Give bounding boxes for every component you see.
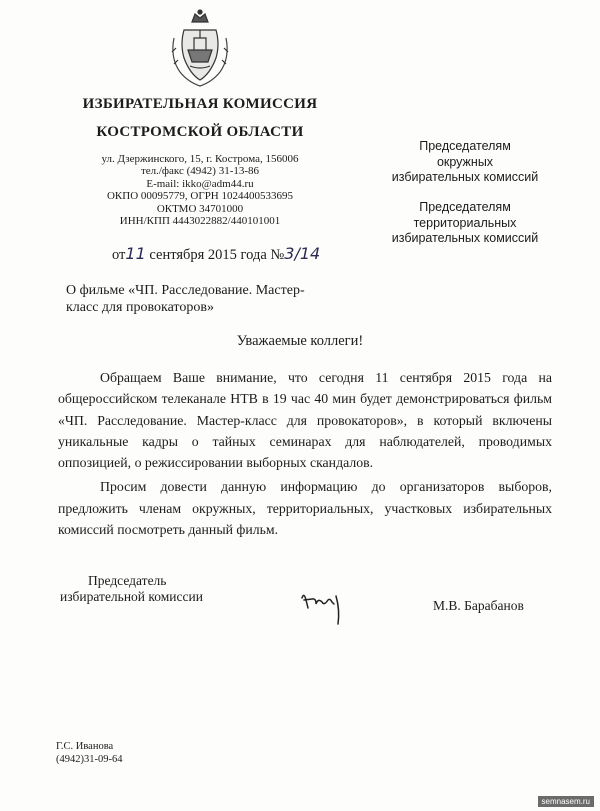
addressee-territorial-line3: избирательных комиссий (391, 231, 539, 245)
body-paragraph-2: Просим довести данную информацию до организаторов выборов, предложить членам окружных, территориальных, участковых избирательных комиссий посмотреть данный фильм. (58, 479, 552, 538)
org-requisites (60, 153, 340, 227)
addressee-territorial-line2: территориальных (413, 215, 517, 230)
signer-title-line2: избирательной комиссии (60, 589, 203, 604)
subject-line2: класс для провокаторов» (66, 300, 214, 315)
org-address: ул. Дзержинского, 15, г. Кострома, 156006 (101, 153, 299, 165)
subject-line1: О фильме «ЧП. Расследование. Мастер- (66, 283, 305, 298)
addressee-district-line2: окружных (436, 154, 494, 169)
letter-subject (66, 282, 338, 316)
addressee-district (368, 139, 562, 186)
addressee-territorial (368, 200, 562, 247)
executor-name: Г.С. Иванова (56, 741, 114, 752)
handwritten-signature (298, 588, 346, 628)
signer-title-line1: Председатель (88, 573, 167, 588)
signer-title (60, 573, 203, 605)
org-name-line2: КОСТРОМСКОЙ ОБЛАСТИ (96, 124, 304, 140)
addressee-territorial-line1: Председателям (419, 200, 511, 214)
greeting: Уважаемые коллеги! (236, 333, 364, 349)
executor-phone: (4942)31-09-64 (56, 753, 123, 765)
letter-body (58, 367, 552, 540)
org-name-line1: ИЗБИРАТЕЛЬНАЯ КОМИССИЯ (82, 96, 318, 112)
addressee-district-line3: избирательных комиссий (391, 170, 539, 184)
org-oktmo: ОКТМО 34701000 (156, 202, 244, 215)
body-paragraph-1: Обращаем Ваше внимание, что сегодня 11 сентября 2015 года на общероссийском телеканале НТВ в 19 час 40 мин будет демонстрироваться фильм «ЧП. Расследование. Мастер-класс для провокаторов», в который включены уникальные кадры о тайных семинарах для наблюдателей, проводимых оппозицией, о режиссировании выборных скандалов. (58, 370, 552, 471)
org-email: E-mail: ikko@adm44.ru (146, 177, 254, 190)
addressee-district-line1: Председателям (419, 139, 511, 153)
org-inn: ИНН/КПП 4443022882/440101001 (119, 215, 281, 228)
org-okpo: ОКПО 00095779, ОГРН 1024400533695 (106, 190, 294, 203)
watermark: semnasem.ru (538, 796, 594, 807)
executor-info (56, 741, 123, 766)
signer-name: М.В. Барабанов (433, 598, 524, 613)
date-day-handwritten: 11 (125, 244, 146, 263)
org-phone: тел./факс (4942) 31-13-86 (140, 165, 260, 178)
date-prefix: от (112, 247, 126, 263)
document-number-handwritten: 3/14 (284, 244, 321, 263)
coat-of-arms-icon (168, 8, 232, 88)
date-text: сентября 2015 года № (145, 247, 285, 263)
document-date-number (112, 244, 320, 264)
